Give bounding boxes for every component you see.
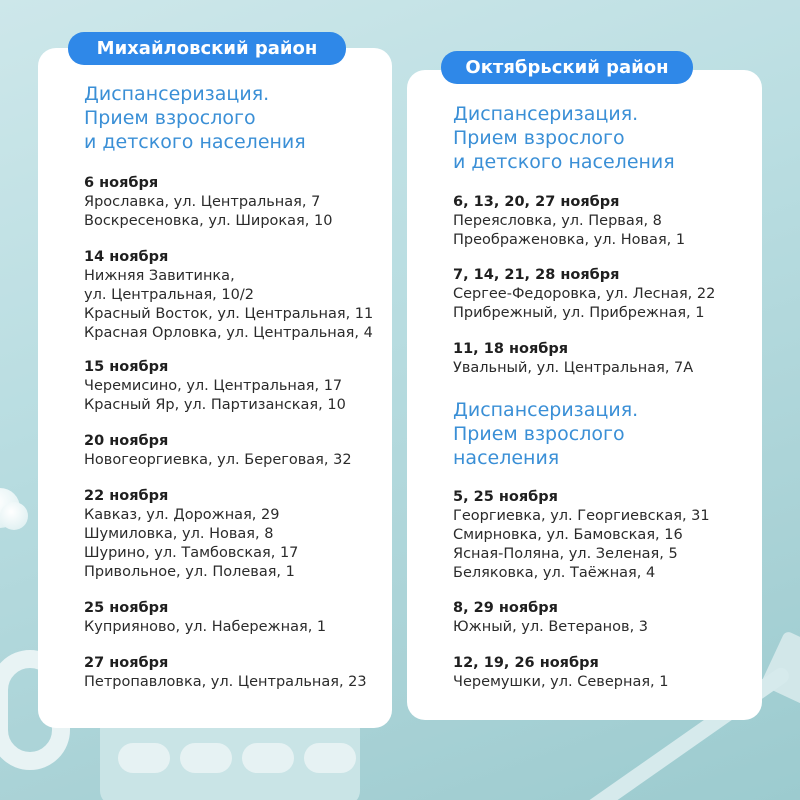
entry-address: Преображеновка, ул. Новая, 1 — [453, 232, 686, 248]
entry-address: Переясловка, ул. Первая, 8 — [453, 213, 662, 229]
schedule-entry — [84, 174, 332, 231]
entry-address: ул. Центральная, 10/2 — [84, 287, 254, 303]
section-heading: Диспансеризация. Прием взрослого и детского населения — [453, 103, 675, 173]
entry-date: 12, 19, 26 ноября — [453, 655, 599, 671]
entry-address: Красный Яр, ул. Партизанская, 10 — [84, 397, 346, 413]
schedule-entry — [453, 654, 669, 692]
entry-address: Нижняя Завитинка, — [84, 268, 235, 284]
entry-address: Куприяново, ул. Набережная, 1 — [84, 619, 327, 635]
entry-address: Черемушки, ул. Северная, 1 — [453, 674, 669, 690]
entry-date: 27 ноября — [84, 655, 169, 671]
entry-address: Увальный, ул. Центральная, 7А — [453, 360, 694, 376]
entry-date: 6, 13, 20, 27 ноября — [453, 194, 620, 210]
schedule-entry — [84, 487, 298, 582]
schedule-entry — [453, 193, 685, 250]
entry-date: 20 ноября — [84, 433, 169, 449]
entry-address: Южный, ул. Ветеранов, 3 — [453, 619, 649, 635]
entry-address: Черемисино, ул. Центральная, 17 — [84, 378, 343, 394]
schedule-entry — [453, 599, 648, 637]
schedule-entry — [84, 432, 352, 470]
entry-address: Беляковка, ул. Таёжная, 4 — [453, 565, 656, 581]
entry-date: 5, 25 ноября — [453, 489, 558, 505]
entry-address: Воскресеновка, ул. Широкая, 10 — [84, 213, 333, 229]
district-badge-right: Октябрьский район — [441, 51, 693, 84]
entry-address: Ярославка, ул. Центральная, 7 — [84, 194, 321, 210]
entry-date: 15 ноября — [84, 359, 169, 375]
entry-date: 8, 29 ноября — [453, 600, 558, 616]
entry-address: Кавказ, ул. Дорожная, 29 — [84, 507, 280, 523]
entry-address: Смирновка, ул. Бамовская, 16 — [453, 527, 683, 543]
entry-address: Шумиловка, ул. Новая, 8 — [84, 526, 274, 542]
entry-address: Красная Орловка, ул. Центральная, 4 — [84, 325, 373, 341]
schedule-entry — [453, 266, 715, 323]
entry-address: Красный Восток, ул. Центральная, 11 — [84, 306, 374, 322]
entry-address: Сергее-Федоровка, ул. Лесная, 22 — [453, 286, 716, 302]
entry-date: 14 ноября — [84, 249, 169, 265]
district-badge-left: Михайловский район — [68, 32, 346, 65]
entry-address: Ясная-Поляна, ул. Зеленая, 5 — [453, 546, 678, 562]
entry-date: 7, 14, 21, 28 ноября — [453, 267, 620, 283]
schedule-entry — [84, 654, 367, 692]
schedule-entry — [84, 248, 373, 343]
section-heading: Диспансеризация. Прием взрослого и детского населения — [84, 83, 306, 153]
schedule-entry — [84, 599, 326, 637]
entry-address: Новогеоргиевка, ул. Береговая, 32 — [84, 452, 352, 468]
entry-date: 11, 18 ноября — [453, 341, 569, 357]
entry-date: 22 ноября — [84, 488, 169, 504]
entry-address: Георгиевка, ул. Георгиевская, 31 — [453, 508, 710, 524]
entry-address: Привольное, ул. Полевая, 1 — [84, 564, 295, 580]
pill-decoration — [0, 502, 28, 530]
entry-address: Шурино, ул. Тамбовская, 17 — [84, 545, 299, 561]
schedule-entry — [84, 358, 346, 415]
entry-address: Прибрежный, ул. Прибрежная, 1 — [453, 305, 705, 321]
section-heading: Диспансеризация. Прием взрослого населения — [453, 399, 639, 469]
schedule-entry — [453, 340, 693, 378]
entry-date: 25 ноября — [84, 600, 169, 616]
entry-date: 6 ноября — [84, 175, 159, 191]
entry-address: Петропавловка, ул. Центральная, 23 — [84, 674, 367, 690]
schedule-entry — [453, 488, 710, 583]
